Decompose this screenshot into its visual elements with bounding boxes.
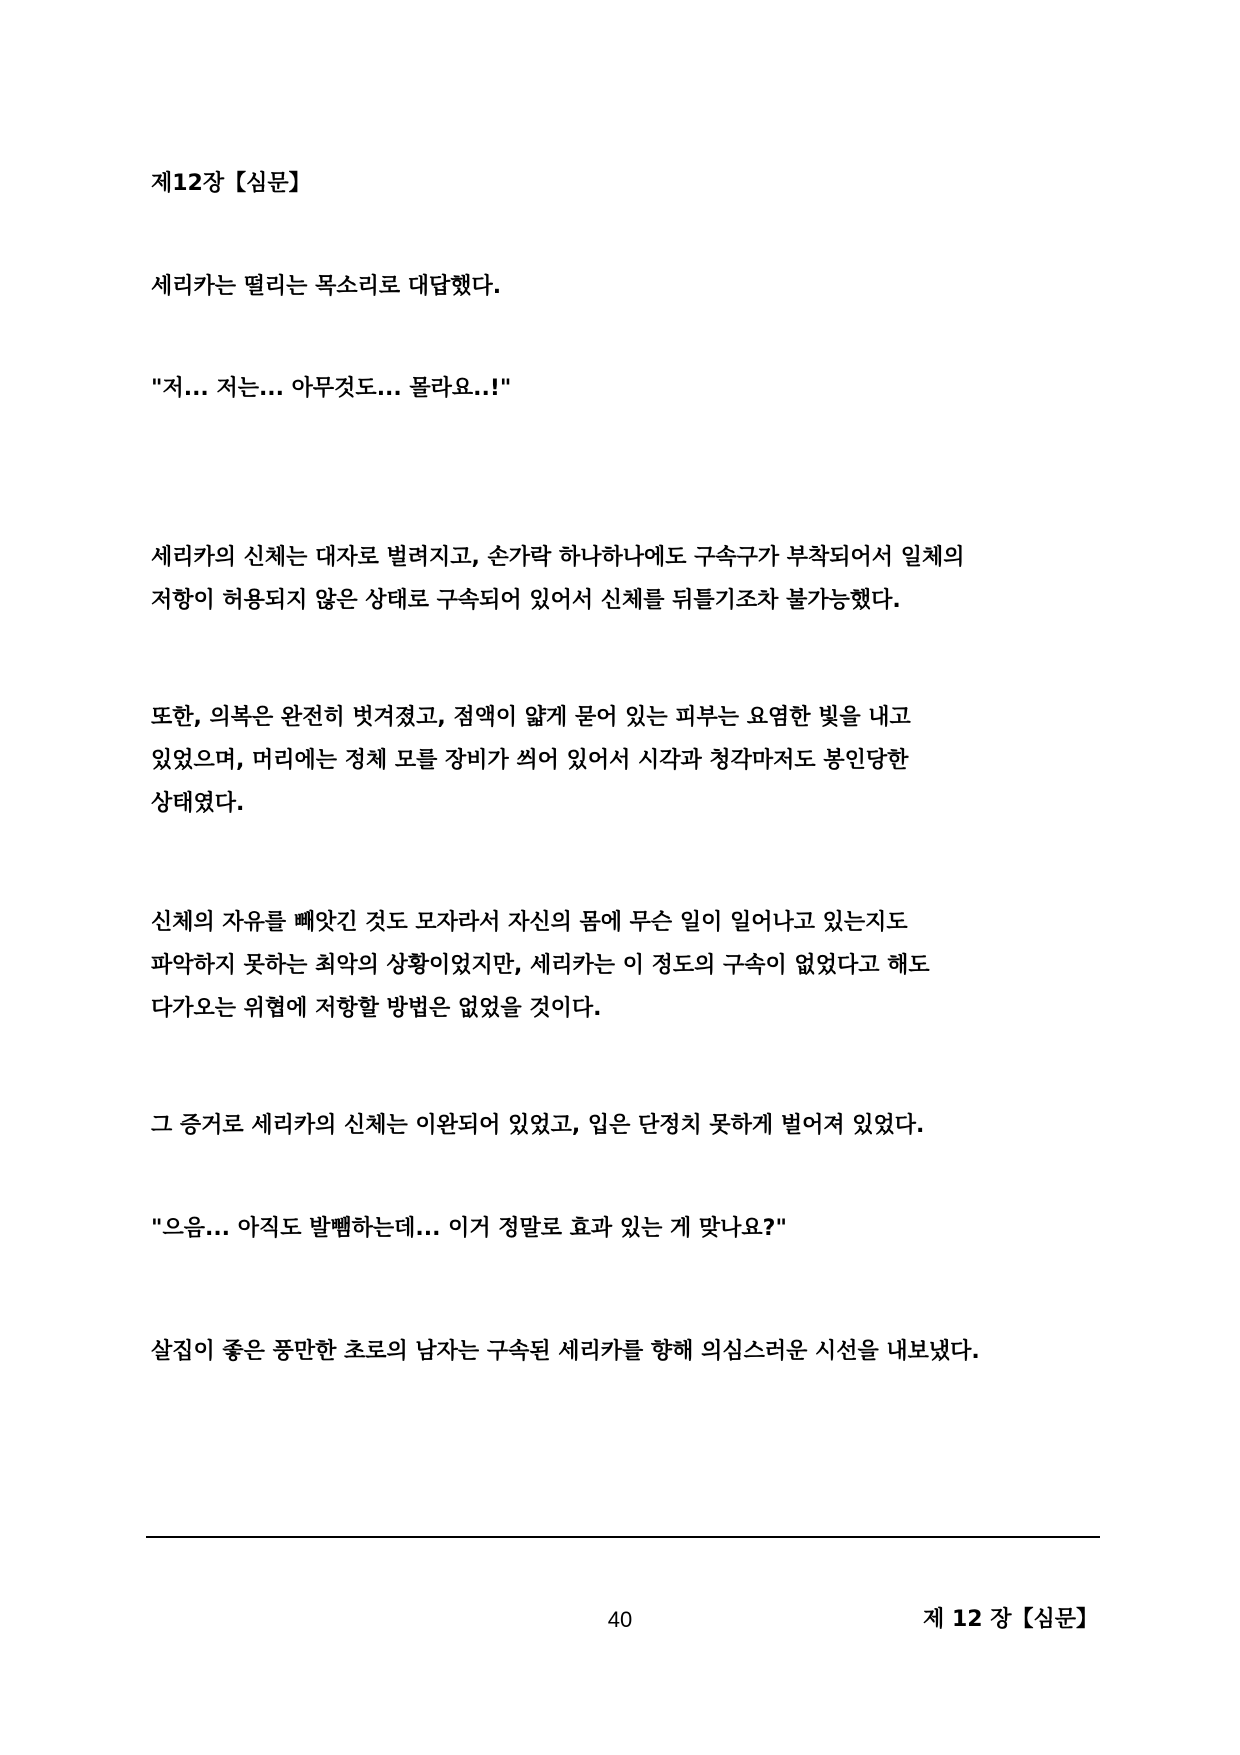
- paragraph-line: 다가오는 위협에 저항할 방법은 없었을 것이다.: [151, 996, 602, 1021]
- paragraph-6: [151, 1104, 1111, 1147]
- chapter-heading: 제12장【심문】: [151, 171, 311, 196]
- paragraph-line: 살집이 좋은 풍만한 초로의 남자는 구속된 세리카를 향해 의심스러운 시선을 내보냈다.: [151, 1339, 980, 1364]
- footer-divider: [146, 1536, 1100, 1538]
- paragraph-7: [151, 1207, 1111, 1250]
- paragraph-line: "으음... 아직도 발뺌하는데... 이거 정말로 효과 있는 게 맞나요?": [151, 1216, 787, 1241]
- paragraph-2: [151, 367, 1111, 410]
- paragraph-line: 상태였다.: [151, 791, 245, 816]
- paragraph-line: 저항이 허용되지 않은 상태로 구속되어 있어서 신체를 뒤틀기조차 불가능했다.: [151, 588, 901, 613]
- paragraph-line: 있었으며, 머리에는 정체 모를 장비가 씌어 있어서 시각과 청각마저도 봉인당한: [151, 748, 909, 773]
- paragraph-1: [151, 265, 1111, 308]
- running-chapter-title: 제 12 장【심문】: [923, 1607, 1098, 1632]
- paragraph-line: "저... 저는... 아무것도... 몰라요..!": [151, 376, 512, 401]
- paragraph-8: [151, 1330, 1111, 1373]
- paragraph-line: 세리카는 떨리는 목소리로 대답했다.: [151, 274, 502, 299]
- paragraph-3: [151, 536, 1111, 622]
- paragraph-5: [151, 901, 1111, 1030]
- paragraph-line: 세리카의 신체는 대자로 벌려지고, 손가락 하나하나에도 구속구가 부착되어서 일체의: [151, 545, 965, 570]
- page-number: 40: [607, 1607, 633, 1632]
- paragraph-line: 신체의 자유를 빼앗긴 것도 모자라서 자신의 몸에 무슨 일이 일어나고 있는지도: [151, 910, 908, 935]
- paragraph-line: 그 증거로 세리카의 신체는 이완되어 있었고, 입은 단정치 못하게 벌어져 있었다.: [151, 1113, 925, 1138]
- paragraph-line: 또한, 의복은 완전히 벗겨졌고, 점액이 얇게 묻어 있는 피부는 요염한 빛을 내고: [151, 705, 911, 730]
- paragraph-4: [151, 696, 1111, 825]
- paragraph-line: 파악하지 못하는 최악의 상황이었지만, 세리카는 이 정도의 구속이 없었다고 해도: [151, 953, 930, 978]
